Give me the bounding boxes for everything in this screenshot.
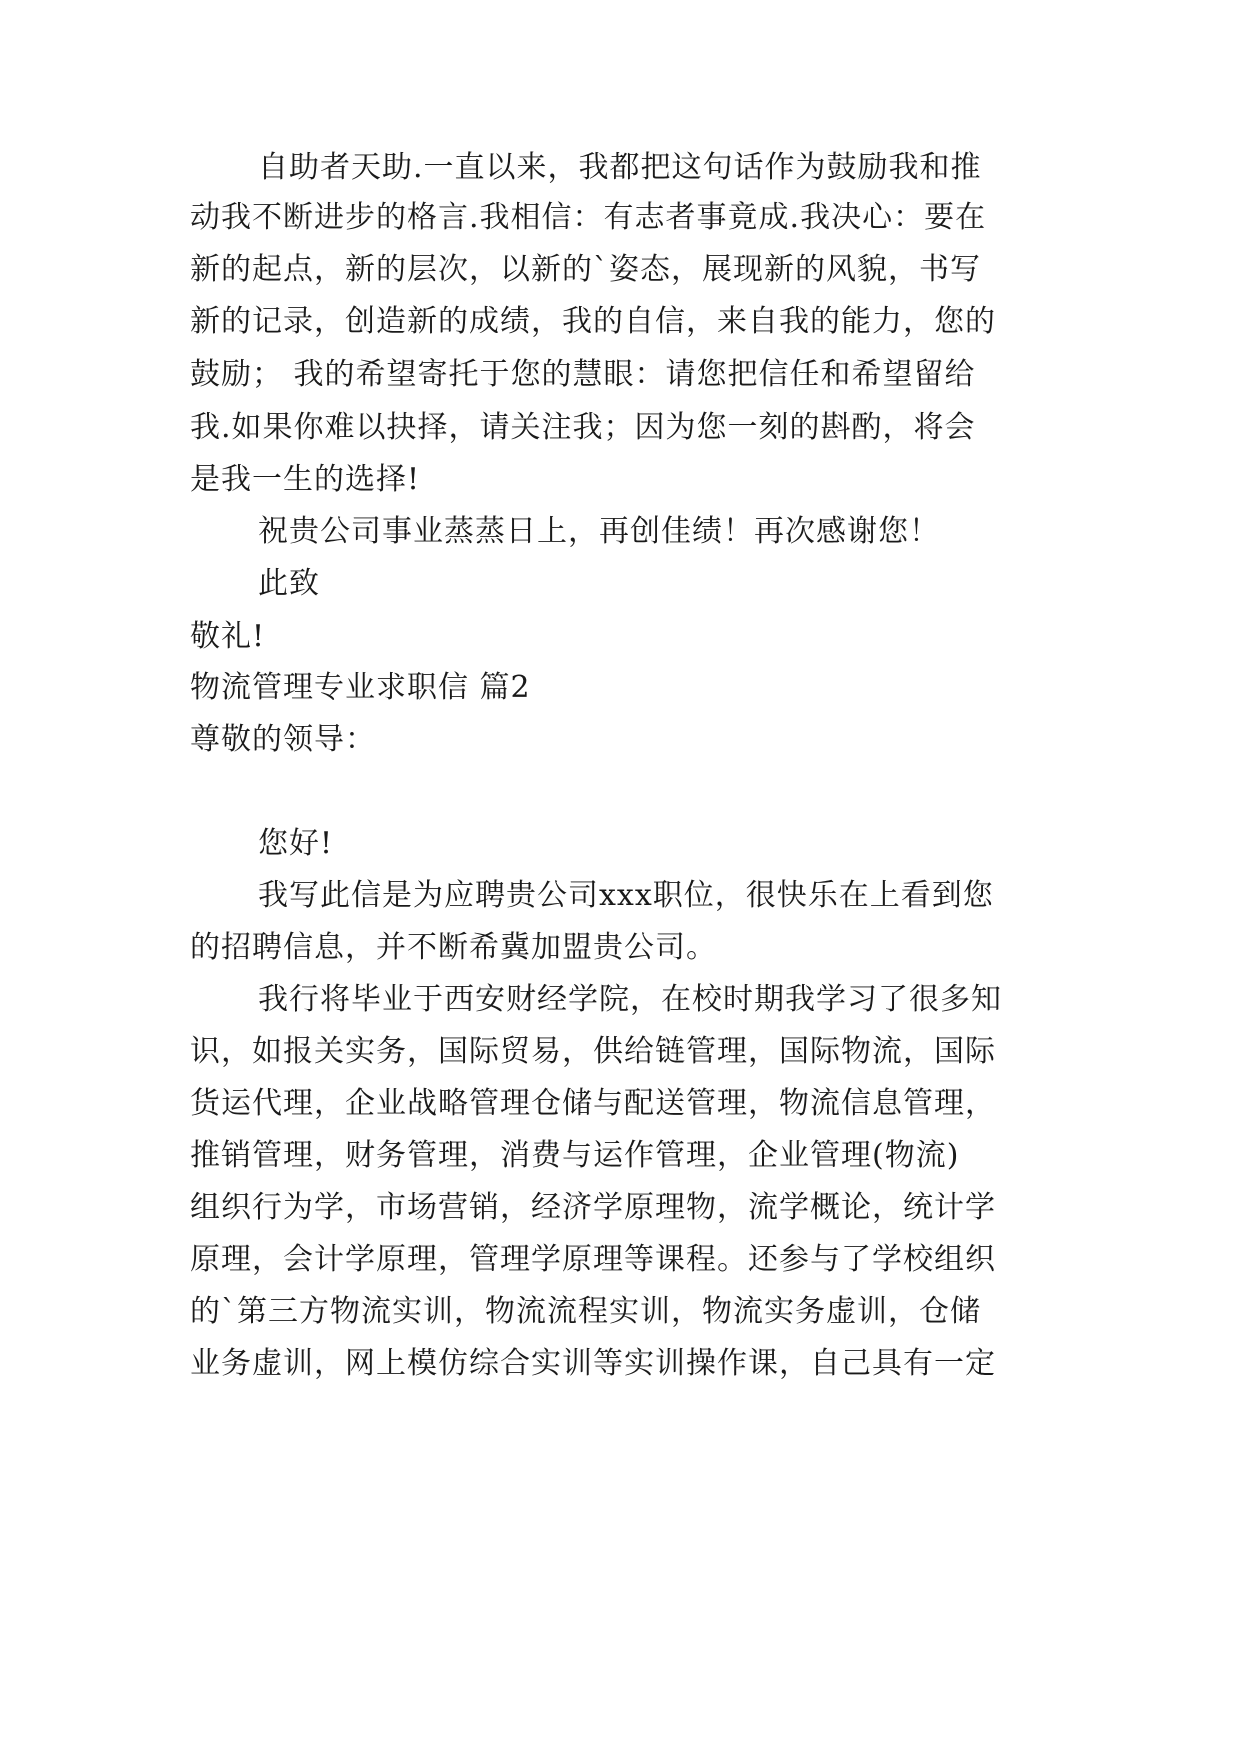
greeting: 您好!	[258, 826, 334, 861]
paragraph-line: 识，如报关实务，国际贸易，供给链管理，国际物流，国际	[190, 1034, 996, 1069]
paragraph-line: 新的记录，创造新的成绩，我的自信，来自我的能力，您的	[190, 304, 996, 339]
paragraph-line: 的`第三方物流实训，物流流程实训，物流实务虚训，仓储	[190, 1294, 981, 1329]
paragraph-line: 的招聘信息，并不断希冀加盟贵公司。	[190, 930, 717, 965]
letter-addressee: 尊敬的领导：	[190, 722, 376, 757]
paragraph-line: 业务虚训，网上模仿综合实训等实训操作课，自己具有一定	[190, 1346, 996, 1381]
paragraph-line: 推销管理，财务管理，消费与运作管理，企业管理(物流)	[190, 1138, 960, 1173]
salutation-closing: 此致	[258, 566, 320, 601]
paragraph-line: 自助者天助.一直以来，我都把这句话作为鼓励我和推	[258, 150, 982, 185]
paragraph-line: 动我不断进步的格言.我相信：有志者事竟成.我决心：要在	[190, 200, 987, 235]
paragraph-line: 是我一生的选择!	[190, 462, 421, 497]
paragraph-line: 新的起点，新的层次，以新的`姿态，展现新的风貌，书写	[190, 252, 981, 287]
closing-wish: 祝贵公司事业蒸蒸日上，再创佳绩！再次感谢您！	[258, 514, 940, 549]
section-heading: 物流管理专业求职信 篇2	[190, 670, 531, 705]
paragraph-line: 鼓励； 我的希望寄托于您的慧眼：请您把信任和希望留给	[190, 357, 976, 392]
paragraph-line: 我写此信是为应聘贵公司xxx职位，很快乐在上看到您	[258, 878, 994, 913]
paragraph-line: 我.如果你难以抉择，请关注我；因为您一刻的斟酌，将会	[190, 410, 976, 445]
paragraph-line: 我行将毕业于西安财经学院，在校时期我学习了很多知	[258, 982, 1002, 1017]
paragraph-line: 组织行为学，市场营销，经济学原理物，流学概论，统计学	[190, 1190, 996, 1225]
paragraph-line: 原理，会计学原理，管理学原理等课程。还参与了学校组织	[190, 1242, 996, 1277]
paragraph-line: 货运代理，企业战略管理仓储与配送管理，物流信息管理，	[190, 1086, 996, 1121]
salutation-regards: 敬礼!	[190, 619, 266, 654]
